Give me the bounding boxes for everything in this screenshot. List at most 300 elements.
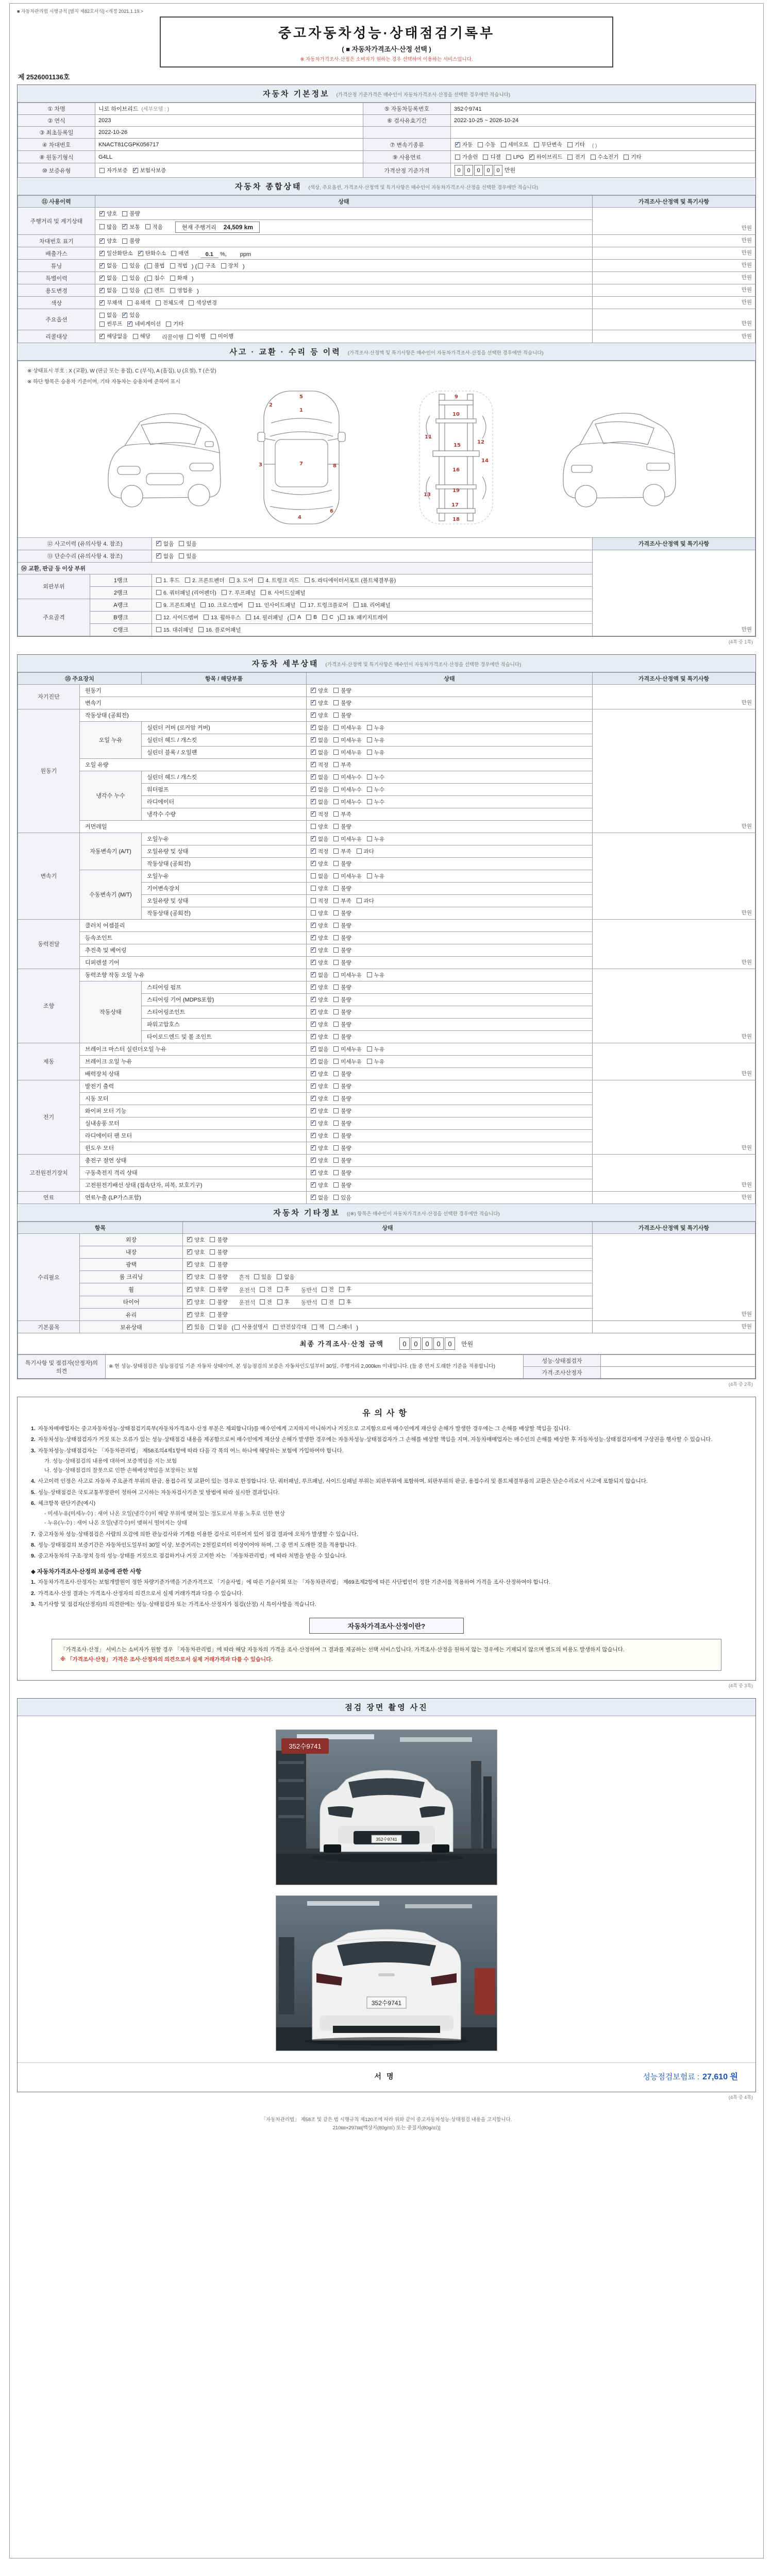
checkbox-box [478,142,483,147]
checkbox-양호[interactable]: ✓ 양호 [311,1144,328,1152]
choice-cell [307,882,593,894]
checkbox-전[interactable]: 전 [260,1285,272,1293]
checkbox-양호[interactable]: ✓ 양호 [187,1273,205,1281]
checkbox-box [210,1262,215,1267]
checkbox-보통[interactable]: ✓ 보통 [122,223,140,231]
checkbox-무단변속[interactable]: 무단변속 [534,141,562,148]
checkbox-양호[interactable]: ✓ 양호 [311,1095,328,1103]
checkbox-양호[interactable]: ✓ 양호 [311,1169,328,1177]
checkbox-해당[interactable]: 해당 [133,332,150,340]
text-cell: ④ 차대번호 [18,139,95,151]
checkbox-미세누수[interactable]: 미세누수 [333,786,362,793]
section-etc-title [18,1204,755,1222]
text-cell: 스티어링 펌프 [142,981,307,993]
checkbox-box [333,1059,339,1064]
checkbox-불량[interactable]: 불량 [333,860,351,868]
checkbox-누유[interactable]: 누유 [367,971,384,979]
checkbox-불량[interactable]: 불량 [333,823,351,831]
checkbox-5. 라디에이터서포트 (볼트체결부품)[interactable]: 5. 라디에이터서포트 (볼트체결부품) [305,577,396,584]
checkbox-9. 프론트패널[interactable]: 9. 프론트패널 [156,601,195,609]
checkbox-미세누유[interactable]: 미세누유 [333,872,362,880]
checkbox-미세누유[interactable]: 미세누유 [333,749,362,756]
outer-panel-rank1 [152,574,593,586]
signature-label: 서명 [374,2072,399,2080]
checkbox-2. 프론트펜더[interactable]: 2. 프론트펜더 [185,577,224,584]
checkbox-없음[interactable]: ✓ 없음 [99,286,117,294]
checkbox-10. 크로스멤버[interactable]: 10. 크로스멤버 [200,601,243,609]
checkbox-자동[interactable]: ✓ 자동 [455,141,473,148]
checkbox-양호[interactable]: ✓ 양호 [311,984,328,991]
checkbox-양호[interactable]: ✓ 양호 [187,1285,205,1293]
checkbox-탄화수소[interactable]: ✓ 탄화수소 [138,249,166,257]
checkbox-양호[interactable]: ✓ 양호 [187,1311,205,1318]
notice-item: 8. 성능·상태점검의 보증기간은 자동차인도일부터 30일 이상, 보증거리는 2천킬로미터 이상이어야 하며, 그 중 먼저 도래한 것을 적용합니다. [31,1541,357,1548]
checkbox-box [311,861,316,866]
checkbox-양호[interactable]: ✓ 양호 [187,1298,205,1306]
checkbox-누유[interactable]: 누유 [367,736,384,744]
checkbox-box [311,1034,316,1039]
checkbox-렌트[interactable]: 렌트 [147,286,164,294]
checkbox-없음[interactable]: ✓ 없음 [311,1194,328,1201]
checkbox-없음[interactable]: ✓ 없음 [311,798,328,806]
checkbox-7. 루프패널[interactable]: 7. 루프패널 [222,589,256,597]
checkbox-양호[interactable]: ✓ 양호 [311,711,328,719]
checkbox-불량[interactable]: 불량 [333,946,351,954]
checkbox-없음[interactable]: ✓ 없음 [311,971,328,979]
checkbox-불량[interactable]: 불량 [333,959,351,967]
checkbox-없음[interactable]: ✓ 없음 [311,724,328,732]
checkbox-불량[interactable]: 불량 [333,1169,351,1177]
checkbox-양호[interactable]: ✓ 양호 [311,1181,328,1189]
page-marker-2: (4쪽 중 2쪽) [728,1382,753,1387]
checkbox-불량[interactable]: 불량 [210,1236,227,1244]
checkbox-가솔린[interactable]: 가솔린 [455,153,478,161]
checkbox-있음[interactable]: 있음 [254,1273,272,1281]
checkbox-없음[interactable]: ✓ 없음 [311,1045,328,1053]
insurance-fee-value: 27,610 원 [702,2072,738,2081]
checkbox-box [311,1182,316,1188]
checkbox-없음[interactable]: ✓ 없음 [311,1058,328,1065]
checkbox-box [210,1274,215,1279]
checkbox-잭[interactable]: 잭 [312,1323,324,1331]
checkbox-네비게이션[interactable]: ✓ 네비게이션 [127,320,161,328]
checkbox-양호[interactable]: 양호 [311,823,328,831]
checkbox-많음[interactable]: 많음 [99,223,117,231]
checkbox-구조[interactable]: 구조 [198,262,215,269]
checkbox-양호[interactable]: ✓ 양호 [311,1008,328,1016]
document-page [9,3,764,2558]
svg-text:1: 1 [299,407,303,413]
checkbox-누수[interactable]: 누수 [367,798,384,806]
checkbox-있음[interactable]: 있음 [333,1194,351,1201]
checkbox-13. 휠하우스[interactable]: 13. 휠하우스 [204,614,241,621]
checkbox-불량[interactable]: 불량 [210,1298,227,1306]
checkbox-불량[interactable]: 불량 [122,237,140,245]
checkbox-불량[interactable]: 불량 [333,1082,351,1090]
checkbox-box [99,321,105,327]
checkbox-전[interactable]: 전 [322,1298,334,1306]
checkbox-부족[interactable]: 부족 [333,897,351,905]
checkbox-적정[interactable]: 적정 [311,897,328,905]
notice-item: 2. 자동차성능·상태점검자가 거짓 또는 오류가 있는 성능·상태점검 내용을 제공함으로써 매수인에게 재산상 손해가 발생한 경우에는 자동차성능·상태점검자가 그 손해를 배상할 책임을 지며, 자동차매매업자는 매수인의 손해를 배상한 후 자동차성능·상태점검자에게 구상권을 행사할 수 있습니다. [31,1436,713,1443]
checkbox-box [367,972,372,977]
checkbox-16. 플로어패널[interactable]: 16. 플로어패널 [198,626,241,634]
checkbox-기타[interactable]: 기타 [567,141,585,148]
checkbox-썬루프[interactable]: 썬루프 [99,320,122,328]
checkbox-불량[interactable]: 불량 [333,1181,351,1189]
checkbox-양호[interactable]: ✓ 양호 [311,946,328,954]
checkbox-누수[interactable]: 누수 [367,786,384,793]
checkbox-미세누수[interactable]: 미세누수 [333,773,362,781]
checkbox-스패너[interactable]: 스패너 [329,1323,352,1331]
checkbox-부족[interactable]: 부족 [333,848,351,855]
checkbox-전기[interactable]: 전기 [567,153,585,161]
checkbox-해당없음[interactable]: ✓ 해당없음 [99,332,128,340]
checkbox-양호[interactable]: ✓ 양호 [311,934,328,942]
checkbox-불량[interactable]: 불량 [333,687,351,694]
checkbox-양호[interactable]: ✓ 양호 [187,1248,205,1256]
vehicle-name: 니로 하이브리드 (세부모델 : ) [95,103,363,115]
checkbox-불량[interactable]: 불량 [333,699,351,707]
checkbox-불량[interactable]: 불량 [210,1248,227,1256]
notice-subitem: - 미세누유(미세누수) : 새어 나온 오일(냉각수)이 해당 부위에 맺혀 있는 정도로서 부품 노후로 인한 현상 [44,1511,285,1517]
checkbox-양호[interactable]: ✓ 양호 [311,1070,328,1078]
text-cell: 파워고압호스 [142,1018,307,1030]
checkbox-양호[interactable]: ✓ 양호 [311,922,328,929]
checkbox-침수[interactable]: 침수 [147,274,164,282]
text-cell: 조향 [18,969,80,1043]
checkbox-불량[interactable]: 불량 [333,885,351,892]
checkbox-양호[interactable]: ✓ 양호 [311,1033,328,1041]
checkbox-없음[interactable]: 없음 [277,1273,294,1281]
etc-band-title: 자동차 기타정보 [273,1208,340,1217]
checkbox-누유[interactable]: 누유 [367,872,384,880]
checkbox-없음[interactable]: ✓ 없음 [99,262,117,269]
checkbox-부족[interactable]: 부족 [333,810,351,818]
checkbox-없음[interactable]: ✓ 없음 [99,274,117,282]
checkbox-적정[interactable]: ✓ 적정 [311,810,328,818]
checkbox-불량[interactable]: 불량 [333,922,351,929]
checkbox-불량[interactable]: 불량 [333,1157,351,1164]
section-basic-title [18,85,755,103]
checkbox-화재[interactable]: 화재 [170,274,188,282]
checkbox-없음[interactable]: ✓ 없음 [156,540,174,548]
text-cell: 냉각수 누수 [80,771,142,820]
checkbox-양호[interactable]: ✓ 양호 [311,1107,328,1115]
amount-digit: 0 [411,1337,421,1350]
checkbox-불량[interactable]: 불량 [210,1261,227,1268]
checkbox-없음[interactable]: 없음 [210,1323,227,1331]
checkbox-없음[interactable]: ✓ 없음 [311,749,328,756]
engine-type: G4LL [95,151,363,163]
checkbox-1. 후드[interactable]: 1. 후드 [156,577,180,584]
svg-text:17: 17 [451,502,459,508]
checkbox-전[interactable]: 전 [260,1298,272,1306]
checkbox-B[interactable]: B [306,614,317,620]
checkbox-적정[interactable]: ✓ 적정 [311,761,328,769]
checkbox-후[interactable]: 후 [277,1285,290,1293]
checkbox-box [333,688,339,693]
checkbox-장치[interactable]: 장치 [221,262,239,269]
checkbox-양호[interactable]: ✓ 양호 [311,687,328,694]
text-cell: 만원 [593,297,755,309]
text-cell: 작동상태 (공회전) [80,709,307,721]
checkbox-없음[interactable]: ✓ 없음 [311,773,328,781]
text-cell: 만원 [593,260,755,272]
checkbox-미세누수[interactable]: 미세누수 [333,798,362,806]
text-cell: 만원 [593,330,755,343]
checkbox-있음[interactable]: ✓ 있음 [187,1323,205,1331]
checkbox-3. 도어[interactable]: 3. 도어 [229,577,253,584]
checkbox-box [367,1059,372,1064]
checkbox-후[interactable]: 후 [277,1298,290,1306]
checkbox-box [122,288,127,293]
checkbox-있음[interactable]: 있음 [122,262,140,269]
checkbox-양호[interactable]: ✓ 양호 [311,996,328,1004]
checkbox-box [357,898,362,903]
checkbox-불량[interactable]: 불량 [210,1285,227,1293]
checkbox-12. 사이드멤버[interactable]: 12. 사이드멤버 [156,614,198,621]
checkbox-양호[interactable]: ✓ 양호 [311,1021,328,1028]
checkbox-미세누유[interactable]: 미세누유 [333,736,362,744]
checkbox-4. 트렁크 리드[interactable]: 4. 트렁크 리드 [258,577,299,584]
checkbox-불량[interactable]: 불량 [333,1120,351,1127]
checkbox-과다[interactable]: 과다 [357,848,374,855]
checkbox-없음[interactable]: ✓ 없음 [156,552,174,560]
checkbox-매연[interactable]: 매연 [171,249,189,257]
checkbox-box [333,923,339,928]
checkbox-없음[interactable]: ✓ 없음 [311,736,328,744]
checkbox-양호[interactable]: ✓ 양호 [187,1236,205,1244]
checkbox-불량[interactable]: 불량 [333,1021,351,1028]
checkbox-적법[interactable]: 적법 [170,262,188,269]
photos-area [18,1716,755,2058]
text-cell [601,1355,755,1367]
text-cell: ② 연식 [18,115,95,127]
checkbox-불량[interactable]: 불량 [333,934,351,942]
checkbox-LPG[interactable]: LPG [506,154,524,160]
checkbox-box [187,1312,192,1317]
text-cell: 배출가스 [18,247,95,260]
notice-item: 9. 중고자동차의 구조·장치 등의 성능·상태를 거짓으로 점검하거나 거짓 고지한 자는 「자동차관리법」에 따라 처벌을 받을 수 있습니다. [31,1553,347,1560]
checkbox-A[interactable]: A [290,614,301,620]
checkbox-디젤[interactable]: 디젤 [483,153,500,161]
checkbox-양호[interactable]: 양호 [311,885,328,892]
checkbox-box [311,849,316,854]
text-cell: 타이어 [80,1296,183,1309]
checkbox-box [246,615,251,620]
checkbox-기타[interactable]: 기타 [166,320,183,328]
checkbox-누유[interactable]: 누유 [367,749,384,756]
checkbox-box [311,700,316,705]
checkbox-후[interactable]: 후 [339,1285,351,1293]
checkbox-미세누유[interactable]: 미세누유 [333,1045,362,1053]
checkbox-적정[interactable]: ✓ 적정 [311,848,328,855]
checkbox-자가보증[interactable]: 자가보증 [99,166,128,174]
text-cell: ① 차명 [18,103,95,115]
checkbox-있음[interactable]: 있음 [122,286,140,294]
checkbox-불량[interactable]: 불량 [333,984,351,991]
checkbox-box [455,142,460,147]
checkbox-안전삼각대[interactable]: 안전삼각대 [273,1323,307,1331]
checkbox-유채색[interactable]: 유채색 [127,299,150,307]
text-cell: 가격산정 기준가격 [363,163,451,178]
checkbox-불량[interactable]: 불량 [210,1311,227,1318]
checkbox-14. 필러패널[interactable]: 14. 필러패널 [246,614,283,621]
checkbox-부족[interactable]: 부족 [333,761,351,769]
checkbox-미세누유[interactable]: 미세누유 [333,971,362,979]
checkbox-불량[interactable]: 불량 [333,1132,351,1140]
form-reference: ■ 자동차관리법 시행규칙 [별지 제82호서식] <개정 2021.1.19.> [17,9,143,14]
checkbox-불량[interactable]: 불량 [333,909,351,917]
checkbox-영업용[interactable]: 영업용 [170,286,193,294]
checkbox-있음[interactable]: ✓ 있음 [122,311,140,319]
text-cell: 연료누출 (LP가스포함) [80,1191,307,1204]
checkbox-없음[interactable]: 없음 [311,872,328,880]
checkbox-기타[interactable]: 기타 [624,153,641,161]
checkbox-box [333,997,339,1002]
checkbox-일산화탄소[interactable]: ✓ 일산화탄소 [99,249,133,257]
checkbox-미세누유[interactable]: 미세누유 [333,835,362,843]
checkbox-미세누유[interactable]: 미세누유 [333,1058,362,1065]
checkbox-불량[interactable]: 불량 [333,1107,351,1115]
checkbox-양호[interactable]: ✓ 양호 [311,1157,328,1164]
checkbox-양호[interactable]: ✓ 양호 [187,1261,205,1268]
checkbox-불법[interactable]: 불법 [147,262,164,269]
checkbox-전[interactable]: 전 [322,1285,334,1293]
checkbox-불량[interactable]: 불량 [333,996,351,1004]
checkbox-box [501,142,506,147]
checkbox-이행[interactable]: 이행 [188,332,205,340]
choice-cell: ✓ 있음 없음 ( 사용설명서 안전삼각대 잭 스패너 ) [183,1321,593,1333]
checkbox-box [290,615,295,620]
notice-item: 1. 자동차가격조사·산정자는 보험개발원이 정한 차량기준가액을 기준가격으로 「기술사법」에 따른 기술사회 또는 「자동차관리법」 제69조제2항에 따른 사단법인이 정한 기준서를 적용하여 가격을 조사·산정하여야 합니다. [31,1579,550,1586]
checkbox-누유[interactable]: 누유 [367,1045,384,1053]
checkbox-양호[interactable]: ✓ 양호 [311,699,328,707]
checkbox-양호[interactable]: ✓ 양호 [311,1082,328,1090]
final-price-row [18,1333,755,1354]
checkbox-불량[interactable]: 불량 [333,1095,351,1103]
checkbox-미세누유[interactable]: 미세누유 [333,724,362,732]
checkbox-box [187,1237,192,1242]
text-cell: 오일유량 및 상태 [142,845,307,857]
choice-cell: ✓ 양호 불량 운전석 전 후 동반석 전 후 [183,1296,593,1309]
detail-band-note: (가격조사·산정액 및 특기사항은 매수인이 자동차가격조사·산정을 선택한 경우에만 적습니다) [325,662,522,668]
final-price-label: 최종 가격조사·산정 금액 [299,1340,384,1348]
checkbox-색상변경[interactable]: 색상변경 [189,299,217,307]
checkbox-양호[interactable]: ✓ 양호 [311,959,328,967]
checkbox-불량[interactable]: 불량 [333,1070,351,1078]
checkbox-18. 리어패널[interactable]: 18. 리어패널 [354,601,391,609]
checkbox-전체도색[interactable]: 전체도색 [156,299,184,307]
checkbox-불량[interactable]: 불량 [122,210,140,217]
checkbox-과다[interactable]: 과다 [357,897,374,905]
checkbox-없음[interactable]: ✓ 없음 [311,786,328,793]
accident-band-note: (가격조사·산정액 및 특기사항은 매수인이 자동차가격조사·산정을 선택한 경우에만 적습니다) [347,350,544,356]
checkbox-있음[interactable]: 있음 [179,552,196,560]
svg-text:15: 15 [453,442,461,448]
checkbox-적음[interactable]: 적음 [145,223,163,231]
text-cell: 등속조인트 [80,931,307,944]
svg-text:5: 5 [299,394,303,400]
checkbox-하이브리드[interactable]: ✓ 하이브리드 [529,153,563,161]
checkbox-누유[interactable]: 누유 [367,724,384,732]
checkbox-후[interactable]: 후 [339,1298,351,1306]
checkbox-17. 트렁크플로어[interactable]: 17. 트렁크플로어 [300,601,348,609]
accident-band-title: 사고 · 교환 · 수리 등 이력 [229,347,341,357]
checkbox-불량[interactable]: 불량 [333,711,351,719]
checkbox-미이행[interactable]: 미이행 [211,332,233,340]
checkbox-양호[interactable]: ✓ 양호 [99,237,117,245]
svg-text:6: 6 [330,508,333,514]
svg-text:18: 18 [452,516,460,522]
checkbox-box [277,1287,282,1292]
checkbox-box [333,886,339,891]
page-marker-4: (4쪽 중 4쪽) [728,2094,753,2100]
checkbox-사용설명서[interactable]: 사용설명서 [234,1323,268,1331]
checkbox-있음[interactable]: 있음 [179,540,196,548]
text-cell: 용도변경 [18,284,95,297]
text-cell: 전기 [18,1080,80,1154]
etc-info-table [18,1222,755,1334]
checkbox-양호[interactable]: 양호 [311,909,328,917]
checkbox-불량[interactable]: 불량 [210,1273,227,1281]
checkbox-box [311,1046,316,1052]
checkbox-불량[interactable]: 불량 [333,1144,351,1152]
checkbox-없음[interactable]: 없음 [99,311,117,319]
checkbox-11. 인사이드패널[interactable]: 11. 인사이드패널 [248,601,296,609]
checkbox-box [133,168,138,173]
text-cell: 원동기 [80,684,307,697]
checkbox-C[interactable]: C [322,614,333,620]
text-cell: ⑥ 검사유효기간 [363,115,451,127]
checkbox-6. 쿼터패널 (리어펜더)[interactable]: 6. 쿼터패널 (리어펜더) [156,589,216,597]
checkbox-수동[interactable]: 수동 [478,141,495,148]
checkbox-누유[interactable]: 누유 [367,835,384,843]
text-cell: 오일유량 및 상태 [142,894,307,907]
text-cell: 색상 [18,297,95,309]
checkbox-있음[interactable]: 있음 [122,274,140,282]
checkbox-19. 패키지트레이[interactable]: 19. 패키지트레이 [340,614,388,621]
choice-cell [307,894,593,907]
checkbox-15. 대쉬패널[interactable]: 15. 대쉬패널 [156,626,193,634]
major-options [95,309,593,330]
checkbox-누수[interactable]: 누수 [367,773,384,781]
checkbox-box [204,615,209,620]
choice-cell [307,981,593,993]
checkbox-8. 사이드실패널[interactable]: 8. 사이드실패널 [261,589,306,597]
checkbox-불량[interactable]: 불량 [333,1008,351,1016]
checkbox-양호[interactable]: ✓ 양호 [311,1132,328,1140]
text-cell: 타이로드엔드 및 볼 조인트 [142,1030,307,1043]
checkbox-양호[interactable]: ✓ 양호 [311,1120,328,1127]
checkbox-세미오토[interactable]: 세미오토 [501,141,529,148]
checkbox-무채색[interactable]: ✓ 무채색 [99,299,122,307]
text-cell: 실린더 블록 / 오일팬 [142,746,307,758]
checkbox-box [311,873,316,878]
checkbox-box [312,1325,317,1330]
checkbox-양호[interactable]: ✓ 양호 [99,210,117,217]
checkbox-불량[interactable]: 불량 [333,1033,351,1041]
checkbox-누유[interactable]: 누유 [367,1058,384,1065]
checkbox-box [147,288,152,293]
checkbox-보험사보증[interactable]: ✓ 보험사보증 [133,166,166,174]
checkbox-없음[interactable]: ✓ 없음 [311,835,328,843]
checkbox-양호[interactable]: ✓ 양호 [311,860,328,868]
checkbox-box [311,1083,316,1089]
text-cell: 만원 [593,208,755,235]
checkbox-수소전기[interactable]: 수소전기 [591,153,619,161]
